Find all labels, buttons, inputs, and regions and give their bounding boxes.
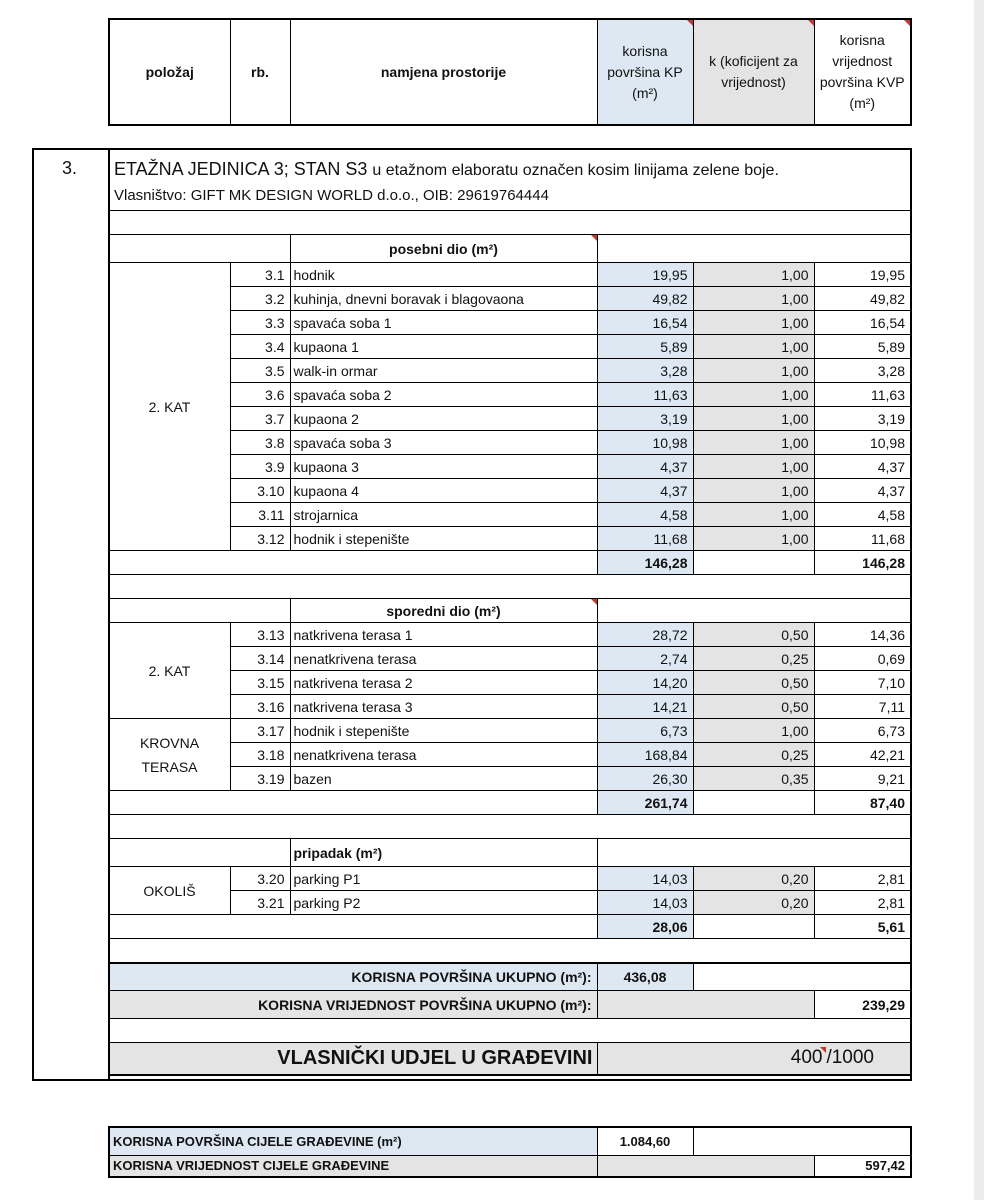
posebni-heading: posebni dio (m²) bbox=[290, 235, 597, 263]
room-kvp: 4,37 bbox=[814, 455, 911, 479]
row-number: 3.9 bbox=[230, 455, 290, 479]
location-cell bbox=[109, 623, 230, 719]
room-name: nenatkrivena terasa bbox=[290, 647, 597, 671]
building-kp-value: 1.084,60 bbox=[597, 1127, 693, 1155]
sporedni-total-kp: 261,74 bbox=[597, 791, 693, 815]
row-number: 3.8 bbox=[230, 431, 290, 455]
room-name: natkrivena terasa 1 bbox=[290, 623, 597, 647]
room-name: spavaća soba 2 bbox=[290, 383, 597, 407]
room-kp: 3,19 bbox=[597, 407, 693, 431]
table-row bbox=[109, 359, 911, 383]
room-kp: 2,74 bbox=[597, 647, 693, 671]
room-k: 1,00 bbox=[693, 719, 814, 743]
row-number: 3.2 bbox=[230, 287, 290, 311]
sporedni-heading: sporedni dio (m²) bbox=[290, 599, 597, 623]
room-k: 0,50 bbox=[693, 623, 814, 647]
table-row bbox=[109, 527, 911, 551]
unit-number: 3. bbox=[62, 158, 78, 178]
room-kp: 14,21 bbox=[597, 695, 693, 719]
table-row bbox=[109, 647, 911, 671]
room-kvp: 7,10 bbox=[814, 671, 911, 695]
room-k: 1,00 bbox=[693, 431, 814, 455]
table-row bbox=[109, 335, 911, 359]
row-number: 3.3 bbox=[230, 311, 290, 335]
row-number: 3.14 bbox=[230, 647, 290, 671]
share-denominator: /1000 bbox=[826, 1047, 874, 1069]
room-kp: 14,03 bbox=[597, 891, 693, 915]
total-kvp-label: KORISNA VRIJEDNOST POVRŠINA UKUPNO (m²): bbox=[109, 991, 597, 1019]
spacer-row bbox=[109, 939, 911, 963]
room-kvp: 6,73 bbox=[814, 719, 911, 743]
room-kp: 19,95 bbox=[597, 263, 693, 287]
room-name: hodnik bbox=[290, 263, 597, 287]
room-kvp: 19,95 bbox=[814, 263, 911, 287]
room-kvp: 2,81 bbox=[814, 867, 911, 891]
room-kp: 14,20 bbox=[597, 671, 693, 695]
total-blank bbox=[597, 991, 814, 1019]
room-k: 1,00 bbox=[693, 263, 814, 287]
spacer-row bbox=[109, 575, 911, 599]
room-kp: 11,68 bbox=[597, 527, 693, 551]
room-kp: 4,58 bbox=[597, 503, 693, 527]
table-row bbox=[109, 311, 911, 335]
table-row bbox=[109, 867, 911, 891]
posebni-total-kvp: 146,28 bbox=[814, 551, 911, 575]
table-row bbox=[109, 431, 911, 455]
row-number: 3.20 bbox=[230, 867, 290, 891]
row-number: 3.4 bbox=[230, 335, 290, 359]
posebni-total-kp: 146,28 bbox=[597, 551, 693, 575]
room-k: 0,25 bbox=[693, 647, 814, 671]
table-row bbox=[109, 407, 911, 431]
pripadak-heading: pripadak (m²) bbox=[290, 839, 597, 867]
building-blank bbox=[597, 1155, 814, 1177]
table-row bbox=[109, 671, 911, 695]
row-number: 3.18 bbox=[230, 743, 290, 767]
building-kp-label: KORISNA POVRŠINA CIJELE GRAĐEVINE (m²) bbox=[109, 1127, 597, 1155]
room-k: 1,00 bbox=[693, 407, 814, 431]
room-kp: 4,37 bbox=[597, 455, 693, 479]
header-polozaj: položaj bbox=[109, 19, 230, 125]
location-cell bbox=[109, 719, 230, 791]
heading-blank bbox=[109, 599, 230, 623]
building-kvp-value: 597,42 bbox=[814, 1155, 911, 1177]
unit-ownership: Vlasništvo: GIFT MK DESIGN WORLD d.o.o., OIB: 29619764444 bbox=[114, 187, 549, 204]
room-kvp: 0,69 bbox=[814, 647, 911, 671]
room-k: 0,20 bbox=[693, 891, 814, 915]
header-namjena: namjena prostorije bbox=[290, 19, 597, 125]
room-k: 1,00 bbox=[693, 335, 814, 359]
room-kvp: 4,58 bbox=[814, 503, 911, 527]
room-kvp: 5,89 bbox=[814, 335, 911, 359]
share-numerator: 400 bbox=[791, 1047, 827, 1068]
heading-blank bbox=[597, 839, 911, 867]
room-name: natkrivena terasa 2 bbox=[290, 671, 597, 695]
heading-blank bbox=[230, 839, 290, 867]
heading-blank bbox=[109, 235, 230, 263]
room-name: walk-in ormar bbox=[290, 359, 597, 383]
room-kvp: 7,11 bbox=[814, 695, 911, 719]
table-row bbox=[109, 503, 911, 527]
header-kp bbox=[597, 19, 693, 125]
room-kvp: 14,36 bbox=[814, 623, 911, 647]
total-blank bbox=[693, 963, 911, 991]
room-kvp: 2,81 bbox=[814, 891, 911, 915]
share-label: VLASNIČKI UDJEL U GRAĐEVINI bbox=[109, 1043, 597, 1075]
room-k: 0,20 bbox=[693, 867, 814, 891]
room-name: strojarnica bbox=[290, 503, 597, 527]
room-name: nenatkrivena terasa bbox=[290, 743, 597, 767]
room-name: hodnik i stepenište bbox=[290, 719, 597, 743]
room-kp: 10,98 bbox=[597, 431, 693, 455]
unit-title: ETAŽNA JEDINICA 3; STAN S3 bbox=[114, 159, 368, 179]
location-label: 2. KAT bbox=[148, 398, 191, 415]
room-k: 1,00 bbox=[693, 455, 814, 479]
spacer-row bbox=[109, 211, 911, 235]
table-row bbox=[109, 743, 911, 767]
room-kp: 16,54 bbox=[597, 311, 693, 335]
heading-blank bbox=[230, 235, 290, 263]
spacer-row bbox=[109, 815, 911, 839]
room-kp: 4,37 bbox=[597, 479, 693, 503]
room-kvp: 11,63 bbox=[814, 383, 911, 407]
header-k: k (koficijent za vrijednost) bbox=[693, 19, 814, 125]
location-label: KROVNA bbox=[139, 734, 200, 751]
table-row bbox=[109, 479, 911, 503]
room-name: spavaća soba 3 bbox=[290, 431, 597, 455]
building-kvp-label: KORISNA VRIJEDNOST CIJELE GRAĐEVINE bbox=[109, 1155, 597, 1177]
table-row bbox=[109, 383, 911, 407]
total-blank bbox=[693, 791, 814, 815]
room-name: parking P1 bbox=[290, 867, 597, 891]
location-label: TERASA bbox=[141, 758, 198, 775]
table-row bbox=[109, 767, 911, 791]
total-blank bbox=[693, 551, 814, 575]
room-kp: 3,28 bbox=[597, 359, 693, 383]
room-k: 1,00 bbox=[693, 479, 814, 503]
room-name: kuhinja, dnevni boravak i blagovaona bbox=[290, 287, 597, 311]
room-k: 1,00 bbox=[693, 359, 814, 383]
room-name: spavaća soba 1 bbox=[290, 311, 597, 335]
pripadak-total-kp: 28,06 bbox=[597, 915, 693, 939]
room-k: 1,00 bbox=[693, 527, 814, 551]
table-row bbox=[109, 623, 911, 647]
room-kvp: 11,68 bbox=[814, 527, 911, 551]
total-kp-label: KORISNA POVRŠINA UKUPNO (m²): bbox=[109, 963, 597, 991]
row-number: 3.15 bbox=[230, 671, 290, 695]
rooms-table bbox=[108, 210, 912, 1076]
row-number: 3.11 bbox=[230, 503, 290, 527]
heading-blank bbox=[597, 599, 911, 623]
row-number: 3.16 bbox=[230, 695, 290, 719]
row-number: 3.10 bbox=[230, 479, 290, 503]
room-name: parking P2 bbox=[290, 891, 597, 915]
room-k: 1,00 bbox=[693, 287, 814, 311]
room-kvp: 16,54 bbox=[814, 311, 911, 335]
room-kvp: 3,19 bbox=[814, 407, 911, 431]
room-k: 1,00 bbox=[693, 503, 814, 527]
header-rb: rb. bbox=[230, 19, 290, 125]
row-number: 3.7 bbox=[230, 407, 290, 431]
total-blank bbox=[109, 551, 597, 575]
row-number: 3.17 bbox=[230, 719, 290, 743]
header-kvp: korisna vrijednost površina KVP (m²) bbox=[814, 19, 911, 125]
room-kvp: 42,21 bbox=[814, 743, 911, 767]
pripadak-total-kvp: 5,61 bbox=[814, 915, 911, 939]
total-blank bbox=[693, 915, 814, 939]
table-row bbox=[109, 287, 911, 311]
room-k: 0,25 bbox=[693, 743, 814, 767]
row-number: 3.19 bbox=[230, 767, 290, 791]
table-row bbox=[109, 891, 911, 915]
total-blank bbox=[109, 791, 597, 815]
room-name: hodnik i stepenište bbox=[290, 527, 597, 551]
room-name: kupaona 2 bbox=[290, 407, 597, 431]
row-number: 3.1 bbox=[230, 263, 290, 287]
room-k: 0,50 bbox=[693, 695, 814, 719]
heading-blank bbox=[230, 599, 290, 623]
table-row bbox=[109, 263, 911, 287]
room-kvp: 4,37 bbox=[814, 479, 911, 503]
column-header-table bbox=[108, 18, 912, 126]
room-k: 0,35 bbox=[693, 767, 814, 791]
location-label: 2. KAT bbox=[148, 662, 191, 679]
location-cell bbox=[109, 263, 230, 551]
header-kp-unit: (m²) bbox=[632, 84, 658, 101]
row-number: 3.13 bbox=[230, 623, 290, 647]
room-kp: 14,03 bbox=[597, 867, 693, 891]
location-label: OKOLIŠ bbox=[143, 882, 196, 899]
room-name: natkrivena terasa 3 bbox=[290, 695, 597, 719]
scrollbar-track[interactable] bbox=[974, 0, 984, 1200]
table-row bbox=[109, 719, 911, 743]
room-name: bazen bbox=[290, 767, 597, 791]
location-cell bbox=[109, 867, 230, 915]
unit-title-note: u etažnom elaboratu označen kosim linijama zelene boje. bbox=[372, 162, 779, 179]
unit-title-line bbox=[114, 159, 779, 180]
sporedni-total-kvp: 87,40 bbox=[814, 791, 911, 815]
room-name: kupaona 4 bbox=[290, 479, 597, 503]
room-kp: 6,73 bbox=[597, 719, 693, 743]
room-name: kupaona 1 bbox=[290, 335, 597, 359]
total-kvp-value: 239,29 bbox=[814, 991, 911, 1019]
room-kvp: 9,21 bbox=[814, 767, 911, 791]
building-table bbox=[108, 1126, 912, 1178]
table-row bbox=[109, 695, 911, 719]
spacer-row bbox=[109, 1019, 911, 1043]
room-kvp: 3,28 bbox=[814, 359, 911, 383]
room-k: 1,00 bbox=[693, 311, 814, 335]
room-kp: 49,82 bbox=[597, 287, 693, 311]
table-row bbox=[109, 455, 911, 479]
total-blank bbox=[109, 915, 597, 939]
row-number: 3.12 bbox=[230, 527, 290, 551]
total-kp-value: 436,08 bbox=[597, 963, 693, 991]
share-value bbox=[597, 1043, 911, 1075]
room-kvp: 49,82 bbox=[814, 287, 911, 311]
room-k: 1,00 bbox=[693, 383, 814, 407]
room-name: kupaona 3 bbox=[290, 455, 597, 479]
room-kp: 26,30 bbox=[597, 767, 693, 791]
room-kp: 28,72 bbox=[597, 623, 693, 647]
heading-blank bbox=[597, 235, 911, 263]
room-kp: 11,63 bbox=[597, 383, 693, 407]
heading-blank bbox=[109, 839, 230, 867]
room-kvp: 10,98 bbox=[814, 431, 911, 455]
row-number: 3.6 bbox=[230, 383, 290, 407]
room-kp: 5,89 bbox=[597, 335, 693, 359]
row-number: 3.5 bbox=[230, 359, 290, 383]
room-k: 0,50 bbox=[693, 671, 814, 695]
room-kp: 168,84 bbox=[597, 743, 693, 767]
row-number: 3.21 bbox=[230, 891, 290, 915]
header-kp-label: korisna površina KP bbox=[607, 42, 683, 80]
building-blank bbox=[693, 1127, 911, 1155]
